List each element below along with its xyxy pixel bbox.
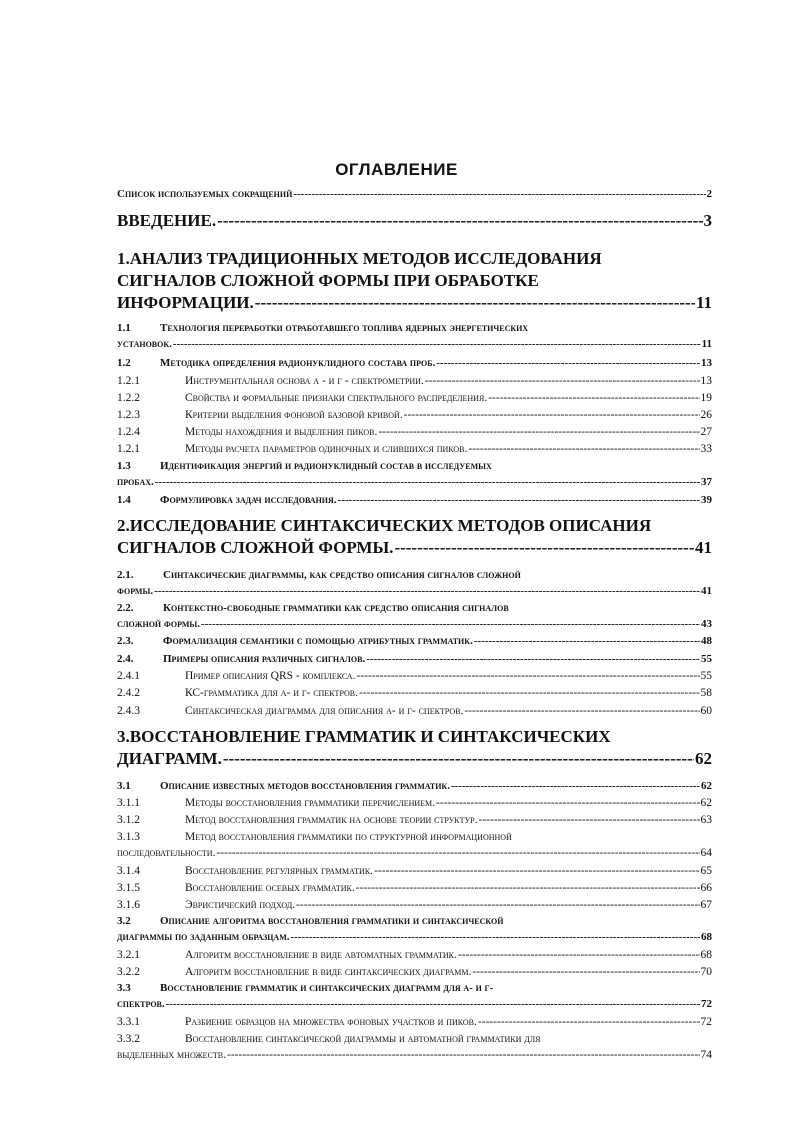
toc-entry-1-3[interactable] [117,458,712,490]
toc-entry-page: 2 [706,188,712,200]
toc-entry-number: 2.4.1 [117,670,140,682]
toc-entry-2-3[interactable] [117,633,712,649]
toc-entry-number: 2.4.2 [117,687,140,699]
toc-entry-2-4-2[interactable] [117,685,712,701]
toc-entry-number: 2.4. [117,653,134,665]
toc-entry-label: Пример описания QRS - комплекса. [185,670,356,682]
toc-entry-number: 2.1. [117,569,134,581]
toc-entry-3-1-5[interactable] [117,880,712,896]
toc-entry-1-2-2[interactable] [117,390,712,406]
toc-entry-page: 60 [700,705,712,717]
toc-entry-3-1-2[interactable] [117,812,712,828]
toc-entry-number: 3.1.2 [117,814,140,826]
toc-entry-page: 63 [700,814,712,826]
toc-entry-1-4[interactable] [117,492,712,508]
toc-entry-page: 41 [701,585,712,597]
toc-entry-label: Инструментальная основа α - и γ - спектрометрии. [185,375,424,387]
toc-entry-number: 1.4 [117,494,131,506]
toc-entry-label: Идентификация энергий и радионуклидный состав в исследуемых [160,460,492,472]
toc-entry-page: 11 [695,293,712,312]
toc-entry-label: Алгоритм восстановление в виде автоматных грамматик. [185,949,457,961]
toc-chapter-3[interactable] [117,726,712,770]
toc-entry-page: 62 [701,780,712,792]
toc-entry-number: 3.1.1 [117,797,140,809]
toc-entry-page: 66 [700,882,712,894]
toc-entry-abbreviations[interactable] [117,188,712,200]
chapter-title-line: ДИАГРАММ. [117,749,222,768]
toc-entry-3-2[interactable] [117,913,712,945]
chapter-title-line: СИГНАЛОВ СЛОЖНОЙ ФОРМЫ. [117,538,394,557]
toc-entry-page: 43 [701,618,712,630]
toc-entry-number: 3.1.3 [117,831,140,843]
toc-entry-page: 55 [701,653,712,665]
toc-entry-2-4-1[interactable] [117,668,712,684]
chapter-title-line: ИНФОРМАЦИИ. [117,293,254,312]
toc-entry-3-1[interactable] [117,778,712,794]
toc-entry-page: 55 [700,670,712,682]
toc-entry-label: Методика определения радионуклидного состава проб. [160,357,436,369]
toc-entry-page: 68 [700,949,712,961]
toc-chapter-1[interactable] [117,248,712,314]
toc-entry-page: 13 [701,357,712,369]
toc-entry-page: 68 [701,931,712,943]
toc-entry-page: 39 [701,494,712,506]
toc-entry-number: 3.3.1 [117,1016,140,1028]
toc-entry-page: 37 [701,476,712,488]
toc-entry-page: 64 [700,847,712,859]
toc-entry-3-3-1[interactable] [117,1014,712,1030]
toc-entry-number: 1.2.1 [117,375,140,387]
toc-entry-3-2-2[interactable] [117,964,712,980]
toc-entry-number: 2.3. [117,635,134,647]
page-title: ОГЛАВЛЕНИЕ [335,160,458,179]
toc-entry-page: 19 [700,392,712,404]
toc-entry-label: Критерии выделения фоновой базовой кривой. [185,409,403,421]
toc-entry-page: 58 [700,687,712,699]
toc-entry-label-cont: последовательности. [117,847,216,859]
toc-entry-label: Метод восстановления грамматик на основе теории структур. [185,814,478,826]
toc-entry-label: Алгоритм восстановление в виде синтаксических диаграмм. [185,966,472,978]
toc-entry-number: 3.3.2 [117,1033,140,1045]
toc-entry-page: 48 [701,635,712,647]
toc-entry-3-1-4[interactable] [117,863,712,879]
chapter-title-line: СИГНАЛОВ СЛОЖНОЙ ФОРМЫ ПРИ ОБРАБОТКЕ [117,271,539,290]
toc-entry-label-cont: диаграммы по заданным образцам. [117,931,290,943]
toc-entry-1-2-1b[interactable] [117,441,712,457]
toc-entry-label: Эвристический подход. [185,899,296,911]
toc-entry-page: 74 [700,1049,712,1061]
toc-entry-1-2-1[interactable] [117,373,712,389]
toc-entry-2-4-3[interactable] [117,703,712,719]
toc-entry-number: 2.2. [117,602,134,614]
toc-entry-label: Методы восстановления грамматики перечислением. [185,797,436,809]
toc-entry-page: 72 [701,998,712,1010]
toc-entry-2-4[interactable] [117,651,712,667]
toc-entry-label: Восстановление грамматик и синтаксических диаграмм для α- и γ- [160,982,494,994]
toc-entry-label: Примеры описания различных сигналов. [163,653,366,665]
toc-entry-page: 67 [700,899,712,911]
toc-entry-label: Восстановление синтаксической диаграммы и автоматной грамматики для [185,1033,541,1045]
toc-entry-label-cont: выделенных множеств. [117,1049,227,1061]
toc-entry-3-2-1[interactable] [117,947,712,963]
toc-entry-label-cont: сложной формы. [117,618,200,630]
toc-entry-label: Формализация семантики с помощью атрибутных грамматик. [163,635,473,647]
toc-entry-number: 3.1.4 [117,865,140,877]
toc-entry-label: Восстановление регулярных грамматик. [185,865,374,877]
toc-entry-number: 3.1.6 [117,899,140,911]
toc-entry-label: Технология переработки отработавшего топлива ядерных энергетических [160,322,529,334]
toc-entry-label: Методы нахождения и выделения пиков. [185,426,378,438]
toc-entry-page: 26 [700,409,712,421]
toc-entry-1-2[interactable] [117,355,712,371]
toc-entry-3-1-3[interactable] [117,829,712,861]
toc-entry-3-1-1[interactable] [117,795,712,811]
toc-entry-number: 1.2.1 [117,443,140,455]
toc-entry-label: Синтаксическая диаграмма для описания α- и γ- спектров. [185,705,464,717]
toc-entry-label: Описание алгоритма восстановления грамматики и синтаксической [160,915,504,927]
toc-entry-2-1[interactable] [117,567,712,599]
toc-entry-number: 1.3 [117,460,131,472]
toc-chapter-2[interactable] [117,515,712,559]
toc-entry-page: 11 [701,338,712,350]
chapter-title-line: 3.ВОССТАНОВЛЕНИЕ ГРАММАТИК И СИНТАКСИЧЕСКИХ [117,727,611,746]
toc-entry-label: ВВЕДЕНИЕ. [117,211,217,230]
toc-entry-label-cont: формы. [117,585,154,597]
toc-entry-number: 1.2.4 [117,426,140,438]
toc-entry-page: 13 [700,375,712,387]
toc-entry-page: 41 [695,538,712,557]
toc-entry-page: 3 [703,211,712,230]
toc-entry-3-1-6[interactable] [117,897,712,913]
toc-entry-label-cont: пробах. [117,476,154,488]
toc-entry-label: Свойства и формальные признаки спектрального распределения. [185,392,488,404]
toc-entry-page: 70 [700,966,712,978]
toc-entry-3-3[interactable] [117,980,712,1012]
toc-entry-page: 33 [700,443,712,455]
chapter-title-line: 2.ИССЛЕДОВАНИЕ СИНТАКСИЧЕСКИХ МЕТОДОВ ОПИСАНИЯ [117,516,652,535]
toc-entry-1-2-4[interactable] [117,424,712,440]
toc-entry-number: 3.2.2 [117,966,140,978]
toc-entry-number: 1.2 [117,357,131,369]
toc-entry-label: Восстановление осевых грамматик. [185,882,355,894]
toc-entry-label: Разбиение образцов на множества фоновых участков и пиков. [185,1016,477,1028]
toc-entry-1-1[interactable] [117,320,712,352]
toc-entry-3-3-2[interactable] [117,1031,712,1063]
toc-entry-1-2-3[interactable] [117,407,712,423]
toc-entry-number: 1.2.3 [117,409,140,421]
toc-entry-label: Формулировка задач исследования. [160,494,337,506]
toc-entry-page: 72 [700,1016,712,1028]
toc-entry-label: Методы расчета параметров одиночных и слившихся пиков. [185,443,468,455]
toc-entry-label: Описание известных методов восстановления грамматик. [160,780,450,792]
toc-entry-page: 65 [700,865,712,877]
toc-entry-label-cont: установок. [117,338,172,350]
toc-entry-label: КС-грамматика для α- и γ- спектров. [185,687,358,699]
toc-entry-page: 62 [695,749,712,768]
toc-entry-intro[interactable] [117,211,712,231]
toc-entry-label: Метод восстановления грамматики по структурной информационной [185,831,512,843]
toc-entry-number: 2.4.3 [117,705,140,717]
toc-entry-page: 62 [700,797,712,809]
chapter-title-line: 1.АНАЛИЗ ТРАДИЦИОННЫХ МЕТОДОВ ИССЛЕДОВАНИЯ [117,249,602,268]
toc-entry-label: Синтаксические диаграммы, как средство описания сигналов сложной [163,569,521,581]
toc-entry-number: 1.1 [117,322,131,334]
toc-entry-number: 3.2 [117,915,131,927]
toc-entry-number: 3.1 [117,780,131,792]
toc-entry-2-2[interactable] [117,600,712,632]
toc-entry-number: 3.2.1 [117,949,140,961]
toc-entry-number: 3.3 [117,982,131,994]
toc-entry-label: Список используемых сокращений [117,188,293,200]
toc-entry-page: 27 [700,426,712,438]
toc-entry-number: 1.2.2 [117,392,140,404]
toc-entry-number: 3.1.5 [117,882,140,894]
toc-entry-label: Контекстно-свободные грамматики как средство описания сигналов [163,602,509,614]
toc-entry-label-cont: спектров. [117,998,165,1010]
